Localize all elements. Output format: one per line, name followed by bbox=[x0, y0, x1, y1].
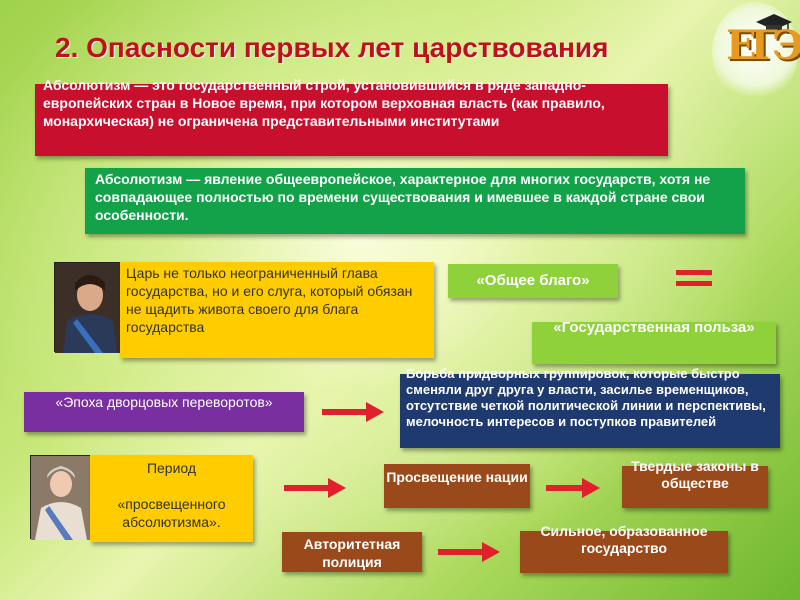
strong-state-text: Сильное, образованное государство bbox=[540, 523, 708, 556]
tsar-description: Царь не только неограниченный глава государства, но и его слуга, который обязан не щадить живота своего для блага государства bbox=[120, 262, 434, 358]
period-label: Период bbox=[146, 460, 197, 476]
ege-logo bbox=[712, 2, 798, 102]
state-benefit-text: «Государственная польза» bbox=[553, 319, 755, 336]
definition-absolutism-2: Абсолютизм — явление общеевропейское, характерное для многих государств, хотя не совпадающее полностью по времени существования и имевшее в каждой стране свои особенности. bbox=[85, 168, 745, 234]
struggle-text: Борьба придворных группировок, которые быстро сменяли друг друга у власти, засилье временщиков, отсутствие четкой политической линии и перспективы, мелочность интересов и поступков правителей bbox=[406, 366, 766, 429]
slide-title: 2. Опасности первых лет царствования bbox=[55, 32, 609, 63]
firm-laws-box bbox=[622, 458, 768, 508]
police-box: Авторитетная полиция bbox=[282, 532, 422, 572]
firm-laws-text: Твердые законы в обществе bbox=[631, 458, 759, 491]
definition-absolutism-1 bbox=[35, 77, 668, 156]
arrow-right-icon bbox=[284, 476, 348, 500]
common-good-box: «Общее благо» bbox=[448, 264, 618, 298]
enlightened-absolutism-box bbox=[90, 455, 253, 542]
state-benefit-box bbox=[532, 319, 776, 364]
struggle-box bbox=[400, 366, 780, 448]
strong-state-box bbox=[520, 523, 728, 573]
period-name: «просвещенного абсолютизма». bbox=[117, 496, 226, 530]
arrow-right-icon bbox=[438, 540, 502, 564]
palace-coups-box: «Эпоха дворцовых переворотов» bbox=[24, 392, 304, 432]
enlightenment-box: Просвещение нации bbox=[384, 464, 530, 508]
definition-absolutism-1-text: Абсолютизм — это государственный строй, установившийся в ряде западно-европейских стран в Новое время, при котором верховная власть (как правило, монархическая) не ограничена представительными институтами bbox=[43, 77, 605, 129]
portrait-peter bbox=[54, 262, 124, 352]
arrow-right-icon bbox=[322, 400, 386, 424]
equals-sign bbox=[676, 270, 712, 292]
portrait-catherine bbox=[30, 455, 90, 539]
arrow-right-icon bbox=[546, 476, 602, 500]
logo-letters: ЕГЭ bbox=[726, 22, 798, 69]
